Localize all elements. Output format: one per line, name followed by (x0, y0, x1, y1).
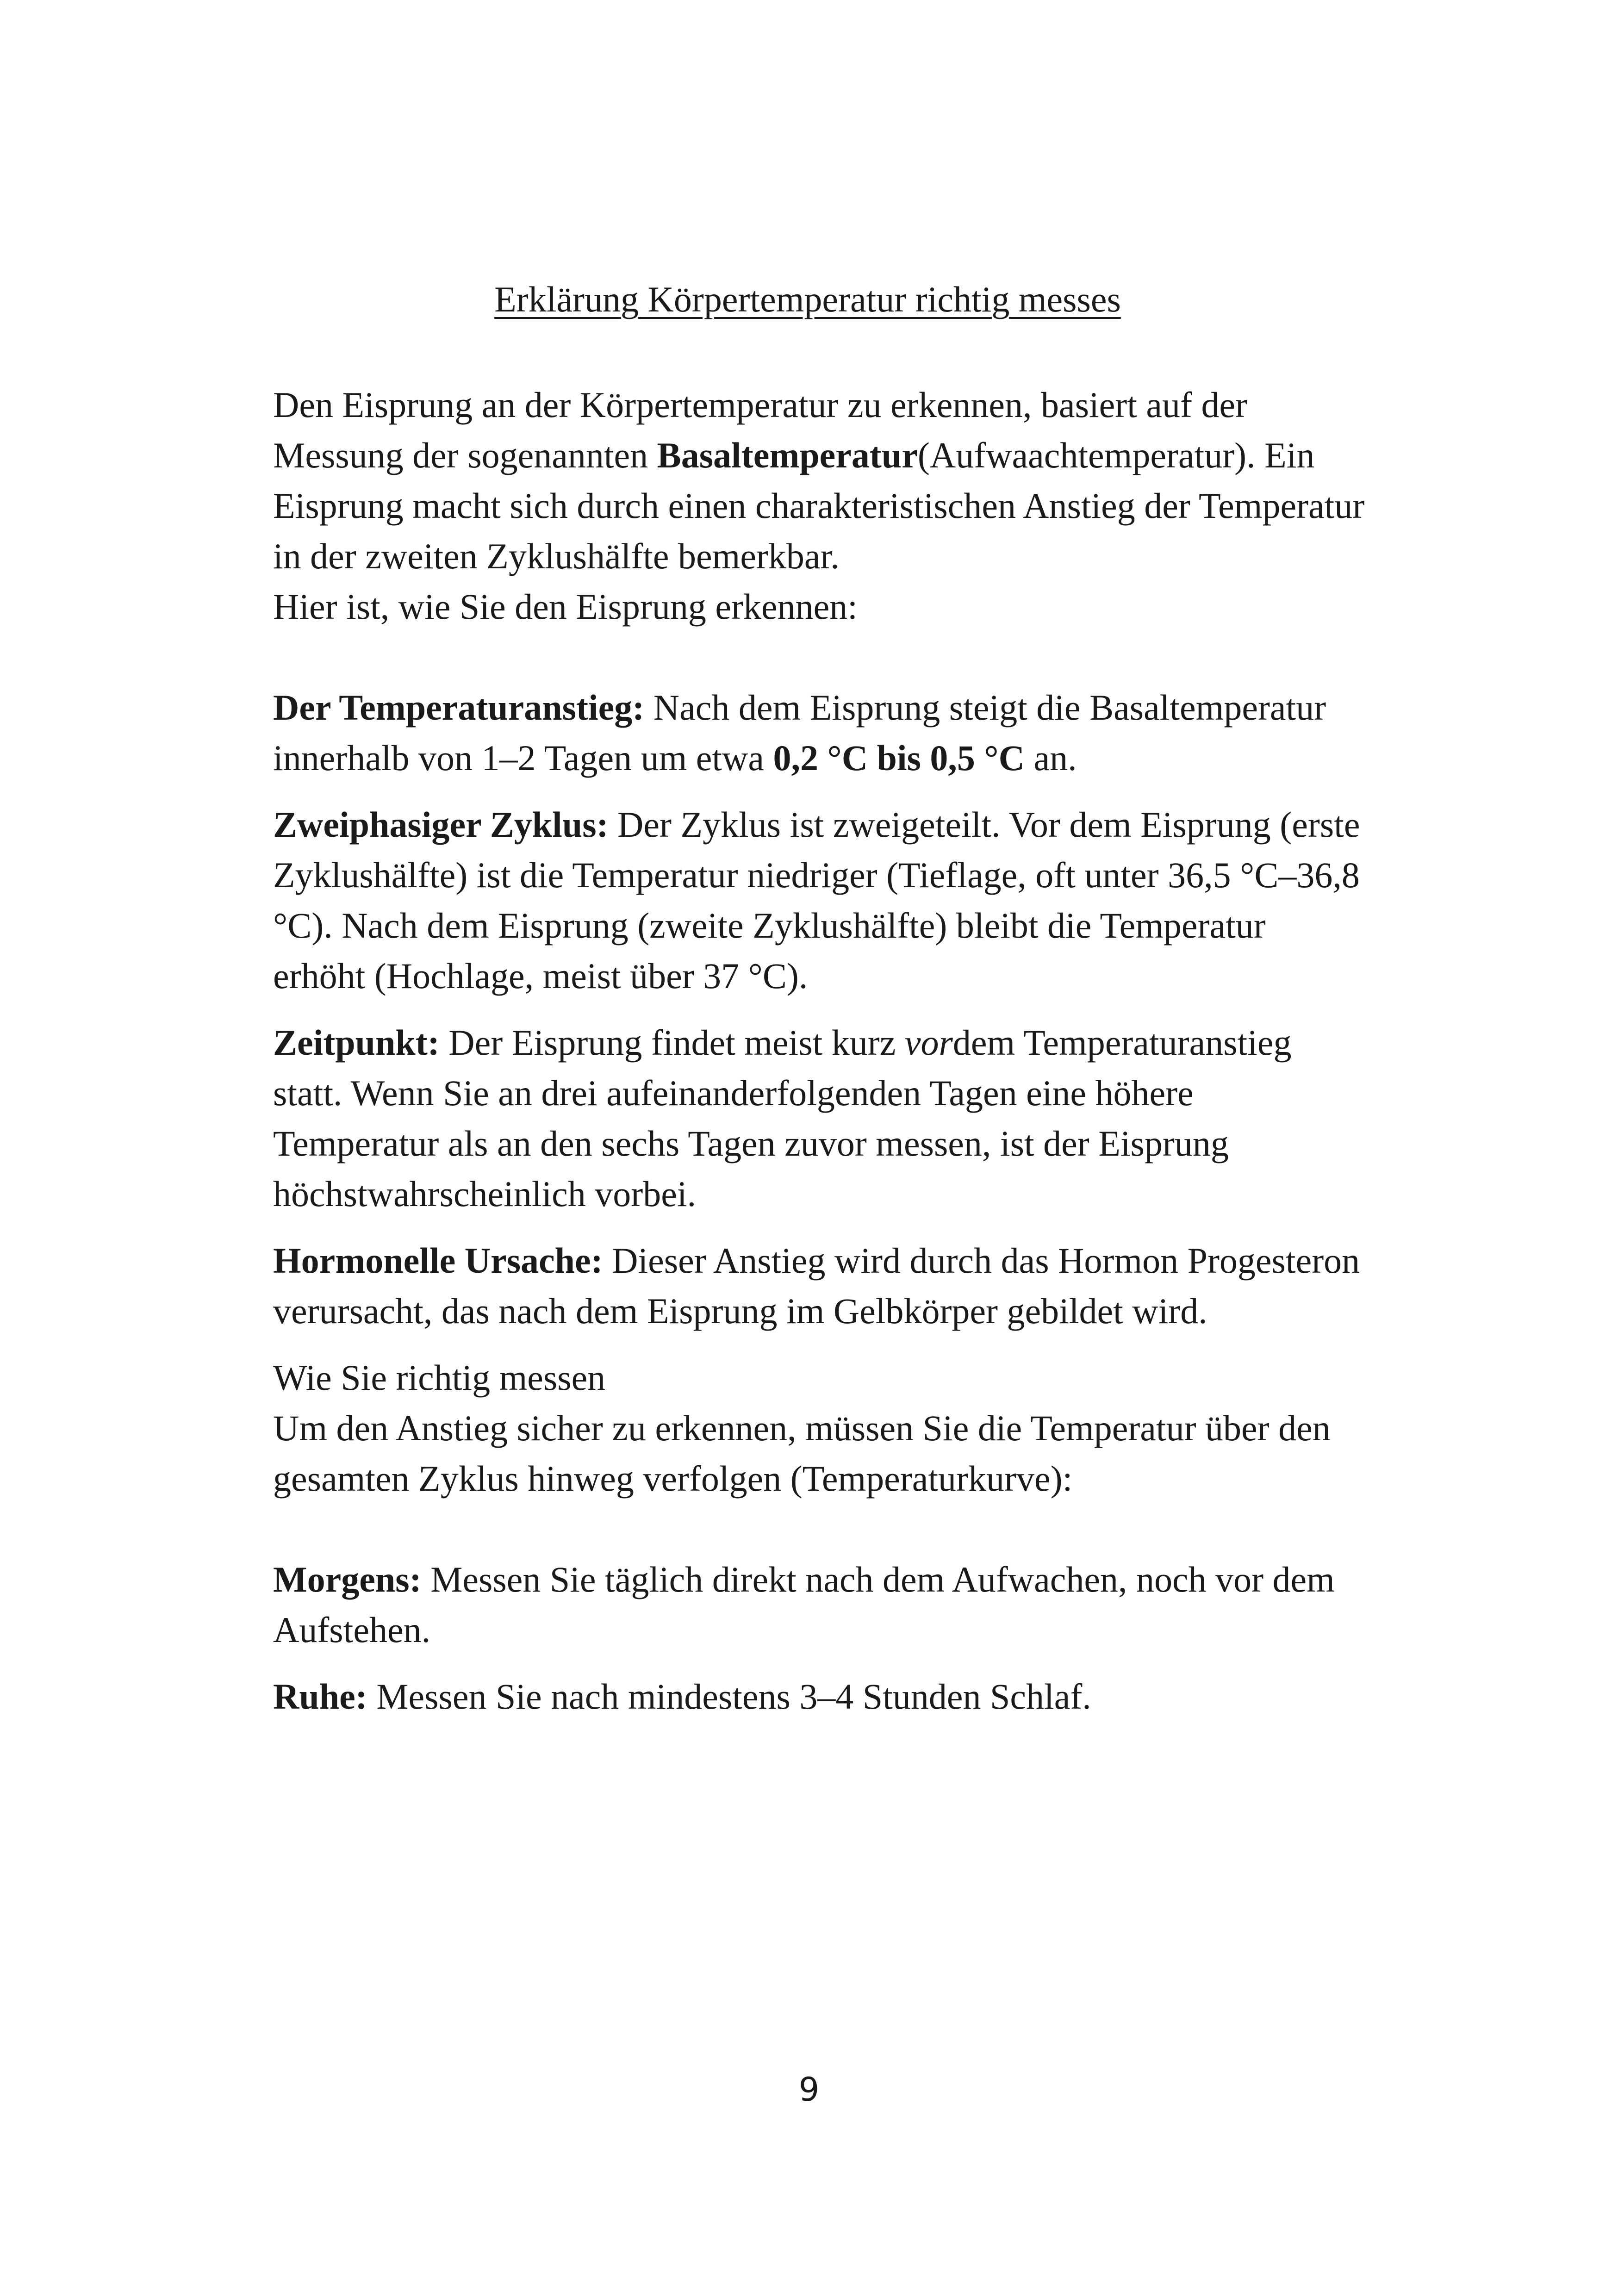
page-number: 9 (798, 2071, 820, 2109)
page-title: Erklärung Körpertemperatur richtig messes (494, 279, 1121, 319)
document-body (273, 380, 1365, 1722)
temperaturanstieg-text: Nach dem Eisprung steigt die Basaltemperatur innerhalb von 1–2 Tagen um etwa (273, 687, 1326, 778)
hormonell-text: Dieser Anstieg wird durch das Hormon Progesteron verursacht, das nach dem Eisprung im Gelbkörper gebildet wird. (273, 1240, 1360, 1331)
hormonell-paragraph (273, 1235, 1365, 1336)
intro-paragraph (273, 380, 1365, 581)
intro-text-end: (Aufwaachtemperatur). Ein Eisprung macht sich durch einen charakteristischen Anstieg der Temperatur in der zweiten Zyklushälfte bemerkbar. (273, 435, 1365, 576)
temperaturanstieg-label: Der Temperaturanstieg: (273, 687, 645, 728)
basaltemperatur-term: Basaltemperatur (657, 435, 918, 475)
zweiphasig-paragraph (273, 799, 1365, 1001)
temperaturanstieg-end: an. (1024, 738, 1077, 778)
morgens-text: Messen Sie täglich direkt nach dem Aufwachen, noch vor dem Aufstehen. (273, 1559, 1335, 1650)
zweiphasig-text: Der Zyklus ist zweigeteilt. Vor dem Eisprung (erste Zyklushälfte) ist die Temperatur niedriger (Tieflage, oft unter 36,5 °C–36,8 °C). Nach dem Eisprung (zweite Zyklushälfte) bleibt die Temperatur erhöht (Hochlage, meist über 37 °C). (273, 804, 1360, 996)
hormonell-label: Hormonelle Ursache: (273, 1240, 603, 1281)
temperature-range: 0,2 °C bis 0,5 °C (773, 738, 1025, 778)
morgens-label: Morgens: (273, 1559, 422, 1599)
zeitpunkt-label: Zeitpunkt: (273, 1022, 440, 1063)
zeitpunkt-text-end: dem Temperaturanstieg statt. Wenn Sie an drei aufeinanderfolgenden Tagen eine höhere Temperatur als an den sechs Tagen zuvor messen, ist der Eisprung höchstwahrscheinlich vorbei. (273, 1022, 1292, 1214)
messen-heading: Wie Sie richtig messen (273, 1357, 606, 1398)
intro-text-start: Den Eisprung an der Körpertemperatur zu erkennen, basiert auf der Messung der sogenannten (273, 385, 1248, 475)
intro-lead-in: Hier ist, wie Sie den Eisprung erkennen: (273, 586, 858, 627)
ruhe-label: Ruhe: (273, 1676, 367, 1717)
ruhe-text: Messen Sie nach mindestens 3–4 Stunden Schlaf. (367, 1676, 1091, 1717)
messen-paragraph: Um den Anstieg sicher zu erkennen, müssen Sie die Temperatur über den gesamten Zyklus hinweg verfolgen (Temperaturkurve): (273, 1408, 1331, 1499)
zeitpunkt-text: Der Eisprung findet meist kurz (439, 1022, 905, 1063)
morgens-paragraph (273, 1554, 1365, 1655)
zweiphasig-label: Zweiphasiger Zyklus: (273, 804, 609, 845)
zeitpunkt-emphasis: vor (904, 1022, 953, 1063)
ruhe-paragraph (273, 1671, 1365, 1722)
zeitpunkt-paragraph (273, 1017, 1365, 1219)
temperaturanstieg-paragraph (273, 682, 1365, 783)
